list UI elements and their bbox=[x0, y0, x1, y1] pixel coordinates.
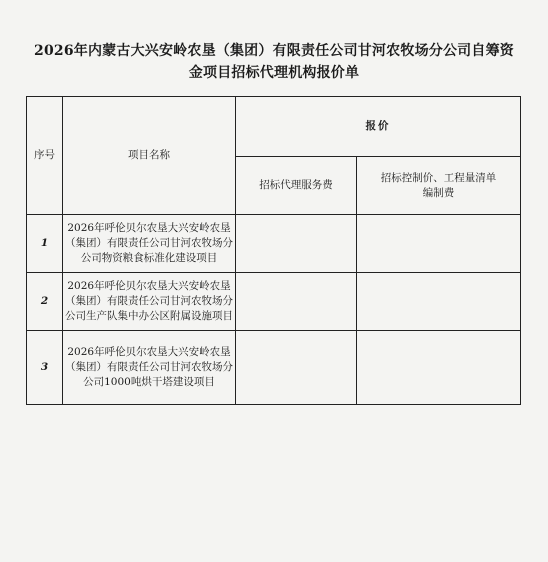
row-index: 3 bbox=[27, 331, 63, 405]
project-name-line: 2026年呼伦贝尔农垦大兴安岭农垦 bbox=[67, 346, 231, 358]
project-name-line: （集团）有限责任公司甘河农牧场分 bbox=[65, 295, 233, 307]
row-index: 2 bbox=[27, 273, 63, 331]
row-project-name bbox=[63, 331, 236, 405]
header-control-price-fee bbox=[357, 157, 521, 215]
project-name-line: 2026年呼伦贝尔农垦大兴安岭农垦 bbox=[67, 280, 231, 292]
row-agency-fee bbox=[236, 215, 357, 273]
header-agency-fee: 招标代理服务费 bbox=[236, 157, 357, 215]
row-control-price-fee bbox=[357, 215, 521, 273]
row-agency-fee bbox=[236, 331, 357, 405]
project-name-line: 公司物资粮食标准化建设项目 bbox=[80, 252, 218, 264]
project-name-line: 公司1000吨烘干塔建设项目 bbox=[83, 376, 215, 388]
header-index: 序号 bbox=[27, 97, 63, 215]
row-control-price-fee bbox=[357, 273, 521, 331]
project-name-line: 2026年呼伦贝尔农垦大兴安岭农垦 bbox=[67, 222, 231, 234]
project-name-line: 公司生产队集中办公区附属设施项目 bbox=[65, 310, 233, 322]
table-row bbox=[27, 215, 521, 273]
header-project-name: 项目名称 bbox=[63, 97, 236, 215]
row-agency-fee bbox=[236, 273, 357, 331]
table-row bbox=[27, 273, 521, 331]
header-quote: 报价 bbox=[236, 97, 521, 157]
document-title bbox=[18, 40, 530, 84]
title-line-1: 2026年内蒙古大兴安岭农垦（集团）有限责任公司甘河农牧场分公司自筹资 bbox=[34, 43, 514, 59]
header-control-price-fee-line-2: 编制费 bbox=[422, 186, 455, 199]
project-name-line: （集团）有限责任公司甘河农牧场分 bbox=[65, 237, 233, 249]
row-project-name bbox=[63, 215, 236, 273]
title-line-2: 金项目招标代理机构报价单 bbox=[188, 65, 360, 81]
row-index: 1 bbox=[27, 215, 63, 273]
row-project-name bbox=[63, 273, 236, 331]
quotation-table bbox=[26, 96, 521, 405]
row-control-price-fee bbox=[357, 331, 521, 405]
table-row bbox=[27, 331, 521, 405]
header-control-price-fee-line-1: 招标控制价、工程量清单 bbox=[380, 171, 497, 184]
project-name-line: （集团）有限责任公司甘河农牧场分 bbox=[65, 361, 233, 373]
